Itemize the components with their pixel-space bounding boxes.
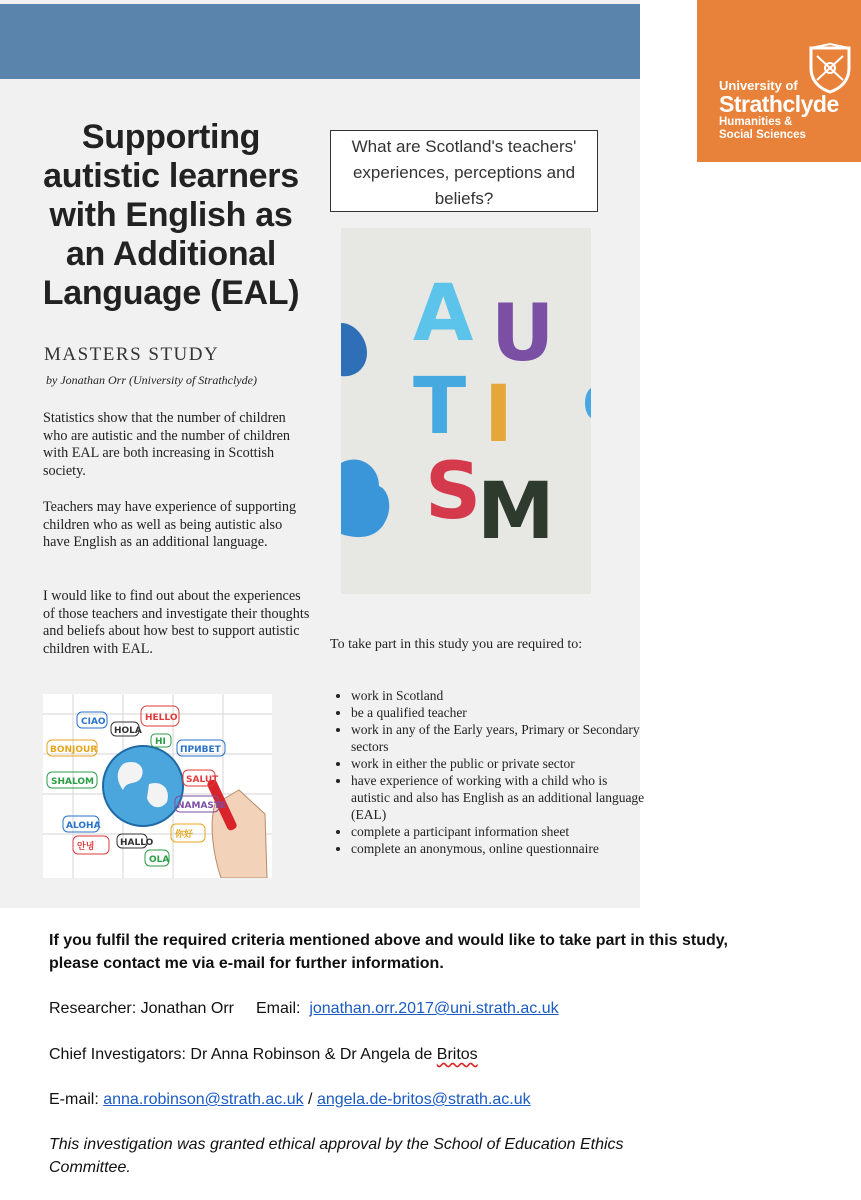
investigator-emails-line <box>49 1088 829 1111</box>
chief-investigators-line <box>49 1043 829 1066</box>
poster-title: Supporting autistic learners with English as an Additional Language (EAL) <box>42 118 300 312</box>
greeting-label: HELLO <box>145 713 178 723</box>
researcher-name: Researcher: Jonathan Orr <box>49 1000 234 1017</box>
intro-paragraph: Teachers may have experience of supporting children who as well as being autistic also have English as an additional language. <box>43 499 297 550</box>
chief-investigator-surname: Britos <box>436 1046 478 1063</box>
requirements-heading: To take part in this study you are required to: <box>330 637 583 652</box>
logo-faculty-line1: Humanities & <box>719 116 793 128</box>
university-logo <box>697 0 861 162</box>
requirement-item: • be a qualified teacher <box>351 704 647 721</box>
email2-label: E-mail: <box>49 1091 99 1108</box>
requirement-item: • work in any of the Early years, Primary or Secondary sectors <box>351 721 647 755</box>
greeting-label: CIAO <box>81 717 106 727</box>
greeting-label: NAMASTE <box>177 801 227 811</box>
autism-letter: S <box>425 447 482 537</box>
greeting-label: BONJOUR <box>50 745 98 755</box>
greeting-label: HALLO <box>120 838 154 848</box>
greeting-label: 你好 <box>175 830 194 840</box>
logo-faculty <box>719 116 839 142</box>
angela-email-link[interactable]: angela.de-britos@strath.ac.uk <box>316 1091 531 1108</box>
requirement-item: • work in Scotland <box>351 687 647 704</box>
chief-investigators-text: Chief Investigators: Dr Anna Robinson & Dr Angela de <box>49 1046 437 1063</box>
autism-letter: M <box>477 467 555 557</box>
call-to-action: If you fulfil the required criteria mentioned above and would like to take part in this study, please contact me via e-mail for further information. <box>49 932 728 972</box>
greeting-label: HI <box>155 737 166 747</box>
research-question-box: What are Scotland's teachers' experiences, perceptions and beliefs? <box>330 130 598 212</box>
email-separator: / <box>308 1091 313 1108</box>
autism-letter: I <box>484 370 514 460</box>
autism-letter: A <box>413 269 474 359</box>
greeting-label: ALOHA <box>66 821 101 831</box>
greeting-label: 안녕 <box>77 842 95 852</box>
greeting-label: OLA <box>149 855 170 865</box>
autism-letter: U <box>491 289 555 379</box>
requirement-item: • complete a participant information sheet <box>351 823 647 840</box>
greeting-label: SALUT <box>186 775 219 785</box>
logo-university-of: University of <box>719 78 798 93</box>
top-banner <box>0 4 640 79</box>
globe-shape <box>103 746 183 826</box>
greeting-label: SHALOM <box>51 777 95 787</box>
languages-globe-image <box>43 694 272 878</box>
logo-faculty-line2: Social Sciences <box>719 129 806 141</box>
email-label: Email: <box>255 1000 301 1017</box>
researcher-line <box>49 997 829 1020</box>
intro-paragraph: Statistics show that the number of children who are autistic and the number of children with EAL are both increasing in Scottish society. <box>43 410 291 479</box>
anna-email-link[interactable]: anna.robinson@strath.ac.uk <box>103 1091 304 1108</box>
greeting-label: HOLA <box>114 726 142 736</box>
autism-letter: T <box>413 362 467 452</box>
requirements-list <box>331 687 647 857</box>
autism-letters-image <box>341 228 591 594</box>
requirement-item: • have experience of working with a child who is autistic and also has English as an additional language (EAL) <box>351 772 647 823</box>
masters-study-label: MASTERS STUDY <box>44 344 220 365</box>
requirement-item: • work in either the public or private sector <box>351 755 647 772</box>
researcher-email-link[interactable]: jonathan.orr.2017@uni.strath.ac.uk <box>309 1000 559 1017</box>
greeting-label: ПРИВЕТ <box>180 745 221 755</box>
intro-paragraph: I would like to find out about the experiences of those teachers and investigate their thoughts and beliefs about how best to support autistic children with EAL. <box>43 588 310 657</box>
logo-name: Strathclyde <box>719 91 839 117</box>
byline: by Jonathan Orr (University of Strathclyde) <box>46 373 257 387</box>
requirement-item: • complete an anonymous, online questionnaire <box>351 840 647 857</box>
crest-icon <box>807 42 853 94</box>
ethics-statement: This investigation was granted ethical approval by the School of Education Ethics Committee. <box>49 1136 624 1176</box>
